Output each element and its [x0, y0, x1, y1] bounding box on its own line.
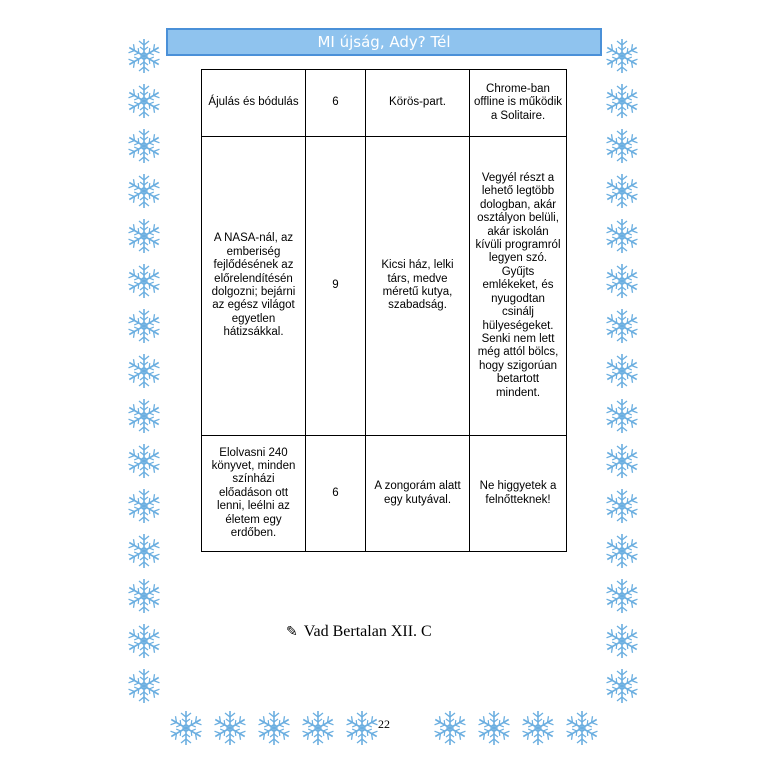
- snowflake-icon: [430, 708, 470, 748]
- author-name: Vad Bertalan XII. C: [303, 623, 432, 640]
- snowflake-icon: [124, 666, 164, 706]
- snowflake-icon: [124, 621, 164, 661]
- table-cell: 9: [306, 137, 366, 436]
- pencil-icon: ✎: [286, 624, 298, 640]
- snowflake-icon: [124, 216, 164, 256]
- snowflake-icon: [602, 171, 642, 211]
- snowflake-icon: [602, 261, 642, 301]
- snowflake-icon: [602, 486, 642, 526]
- table-row: [202, 70, 567, 137]
- snowflake-icon: [124, 396, 164, 436]
- snowflake-icon: [602, 126, 642, 166]
- snowflake-icon: [124, 441, 164, 481]
- snowflake-icon: [602, 621, 642, 661]
- snowflake-icon: [602, 396, 642, 436]
- snowflake-icon: [124, 486, 164, 526]
- table-cell: A zongorám alatt egy kutyával.: [366, 436, 470, 552]
- table-cell: Chrome-ban offline is működik a Solitaire.: [470, 70, 567, 137]
- snowflake-icon: [124, 171, 164, 211]
- page-number: 22: [378, 717, 390, 731]
- table-cell: Ájulás és bódulás: [202, 70, 306, 137]
- snowflake-icon: [602, 441, 642, 481]
- snowflake-icon: [124, 126, 164, 166]
- table-row: [202, 137, 567, 436]
- table-row: [202, 436, 567, 552]
- survey-table: [201, 69, 567, 552]
- snowflake-icon: [602, 531, 642, 571]
- snowflake-icon: [474, 708, 514, 748]
- snowflake-icon: [124, 576, 164, 616]
- table-cell: Kicsi ház, lelki társ, medve méretű kutya, szabadság.: [366, 137, 470, 436]
- snowflake-icon: [298, 708, 338, 748]
- snowflake-icon: [254, 708, 294, 748]
- snowflake-icon: [124, 36, 164, 76]
- snowflake-icon: [602, 216, 642, 256]
- snowflake-icon: [124, 351, 164, 391]
- snowflake-icon: [124, 306, 164, 346]
- snowflake-icon: [602, 36, 642, 76]
- snowflake-icon: [518, 708, 558, 748]
- snowflake-icon: [210, 708, 250, 748]
- header-banner: [166, 28, 602, 56]
- snowflake-icon: [166, 708, 206, 748]
- snowflake-icon: [602, 576, 642, 616]
- snowflake-icon: [602, 306, 642, 346]
- snowflake-icon: [124, 531, 164, 571]
- author-credit: [286, 623, 432, 641]
- snowflake-icon: [562, 708, 602, 748]
- table-cell: Vegyél részt a lehető legtöbb dologban, akár osztályon belüli, akár iskolán kívüli programról legyen szó. Gyűjts emlékeket, és nyugodtan csinálj hülyeségeket. Senki nem lett még attól bölcs, hogy szigorúan betartott mindent.: [470, 137, 567, 436]
- table-cell: Ne higgyetek a felnőtteknek!: [470, 436, 567, 552]
- table-cell: Körös-part.: [366, 70, 470, 137]
- snowflake-icon: [124, 81, 164, 121]
- page-title: MI újság, Ady? Tél: [317, 33, 451, 51]
- snowflake-icon: [602, 666, 642, 706]
- table-cell: 6: [306, 436, 366, 552]
- table-cell: A NASA-nál, az emberiség fejlődésének az előrelendítésén dolgozni; bejárni az egész világot egyetlen hátizsákkal.: [202, 137, 306, 436]
- table-cell: Elolvasni 240 könyvet, minden színházi előadáson ott lenni, leélni az életem egy erdőben.: [202, 436, 306, 552]
- snowflake-icon: [602, 81, 642, 121]
- snowflake-icon: [602, 351, 642, 391]
- table-cell: 6: [306, 70, 366, 137]
- snowflake-icon: [124, 261, 164, 301]
